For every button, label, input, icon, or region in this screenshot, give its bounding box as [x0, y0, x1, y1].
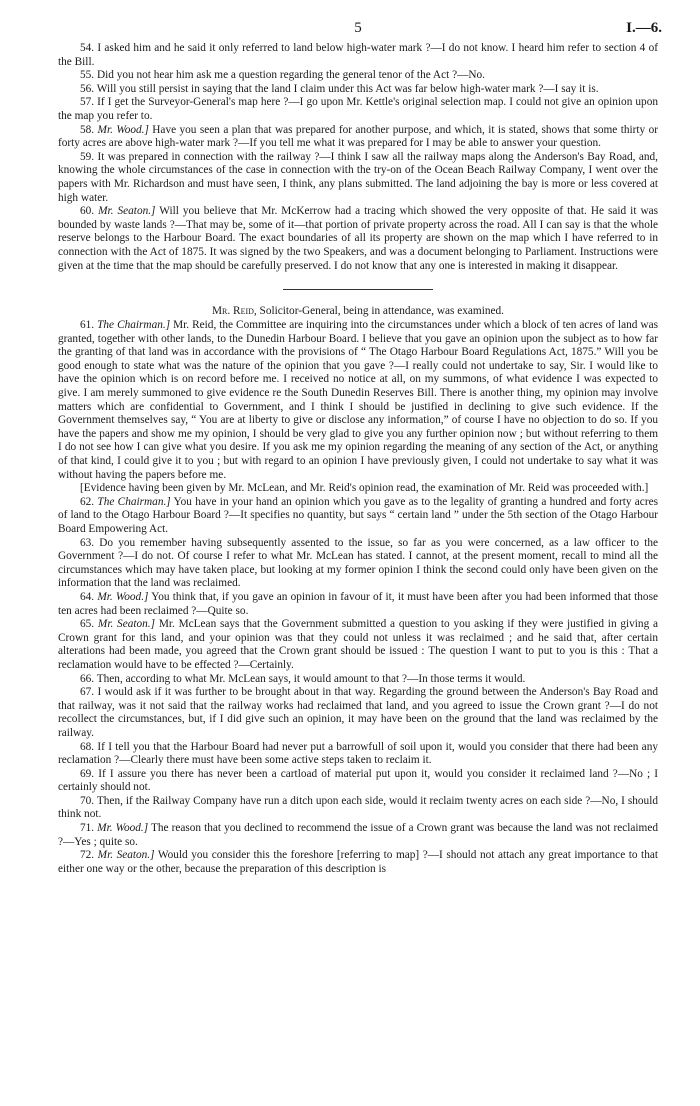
- speaker-label: Mr. Seaton.]: [97, 618, 156, 631]
- paragraph-text: Mr. McLean says that the Government submitted a question to you asking if they were justified in giving a Crown grant for this land, and your opinion was that they could not unless it was reclaimed ; and he said that, after certain alterations had been made, you agreed that the Crown grant should be issued : The question I want to put to you is this : That a reclamation would have to be effected ?—Certainly.: [58, 618, 659, 671]
- testimony-section-1: [58, 42, 658, 273]
- speaker-label: Mr. Wood.]: [97, 123, 149, 136]
- speaker-label: Mr. Wood.]: [97, 822, 149, 835]
- question-number: 60.: [80, 205, 95, 218]
- paragraph-text: You think that, if you gave an opinion in favour of it, it must have been after you had been informed that those ten acres had been reclaimed ?—Quite so.: [58, 590, 658, 617]
- witness-name: Mr. Reid,: [212, 305, 257, 318]
- testimony-section-2: [58, 319, 658, 876]
- paragraph-text: Would you consider this the foreshore [referring to map] ?—I should not attach any great importance to that either one way or the other, because the preparation of this description is: [58, 849, 658, 875]
- paragraph: [58, 496, 658, 537]
- paragraph: [58, 124, 658, 151]
- paragraph-text: Mr. Reid, the Committee are inquiring into the circumstances under which a block of ten acres of land was granted, together with other lands, to the Dunedin Harbour Board. I believe that you gave an opinion upon the subject as to how far the granting of that land was in accordance with the provisions of “ The Otago Harbour Board Regulations Act, 1875.” Will you be good enough to state what was the nature of the opinion that you gave ?—I really could not undertake to say, Sir. I would like to have the opinion which is on record before me. I received no notice at all, on my summons, of what evidence I was expected to give. I am merely summoned to give evidence re the South Dunedin Reserves Bill. There is another thing, my opinion may involve matters which are confidential to Government, and I think I should be justified in declining to give such evidence. If the Government themselves say, “ You are at liberty to give or disclose any information,” of course I have no objection to do so. If you have the papers and show me my opinion, I should be very glad to give you any further opinion now ; but without referring to them I do not see how I can give what you desire. If you ask me my opinion regarding the meaning of any section of the Act, or anything of that kind, I could give it to you ; but with regard to an opinion I have previously given, I could not undertake to say what it was without having the papers before me.: [58, 319, 658, 481]
- paragraph-text: 70. Then, if the Railway Company have run a ditch upon each side, would it reclaim twenty acres on each side ?—No, I should think not.: [58, 794, 658, 821]
- question-number: 65.: [80, 618, 95, 631]
- paragraph: [58, 686, 658, 740]
- paragraph: [58, 69, 658, 83]
- paragraph: [58, 96, 658, 123]
- page-number: 5: [354, 20, 362, 36]
- paragraph-text: 56. Will you still persist in saying that the land I claim under this Act was far below high-water mark ?—I say it is.: [80, 82, 599, 95]
- paragraph: [58, 83, 658, 97]
- paragraph-text: 55. Did you not hear him ask me a question regarding the general tenor of the Act ?—No.: [80, 69, 486, 82]
- paragraph-text: 67. I would ask if it was further to be brought about in that way. Regarding the ground between the Anderson's Bay Road and that railway, was it not said that the railway works had reclaimed that land, and you agreed to issue the Crown grant ?—I do not recollect the circumstances, but, if I did give such an opinion, it may have been on the ground that the land was reclaimed by the railway.: [58, 686, 658, 739]
- paragraph-text: The reason that you declined to recommend the issue of a Crown grant was because the land was not reclaimed ?—Yes ; quite so.: [58, 822, 658, 848]
- paragraph: [58, 591, 658, 618]
- paragraph-text: 59. It was prepared in connection with the railway ?—I think I saw all the railway maps along the Anderson's Bay Road, and, knowing the whole circumstances of the case in connection with the try-on of the Ocean Beach Railway Company, I went over the papers with Mr. Richardson and must have seen, I think, any plans submitted. The land adjoining the bay is more or less covered at high water.: [58, 150, 658, 204]
- paragraph-text: 66. Then, according to what Mr. McLean says, it would amount to that ?—In those terms it would.: [80, 672, 526, 685]
- paragraph-text: You have in your hand an opinion which you gave as to the legality of granting a hundred and forty acres of land to the Otago Harbour Board ?—It specifies no quantity, but says “ certain land ” under the 5th section of the Otago Harbour Board Empowering Act.: [58, 495, 658, 535]
- speaker-label: The Chairman.]: [97, 319, 171, 332]
- paragraph-text: Will you believe that Mr. McKerrow had a tracing which showed the very opposite of that. He said it was bounded by waste lands ?—That may be, some of it—that portion of private property across the road. All I can say is that the whole reserve belongs to the Harbour Board. The exact boundaries of all its property are shown on the map which I have referred to in connection with the Act of 1875. It was signed by the two Speakers, and was a document belonging to Parliament. Instructions were given at the time that the map should be carefully preserved. I do not know that any one is interested in making it disappear.: [58, 205, 659, 272]
- section-divider: [283, 289, 433, 290]
- question-number: 71.: [80, 822, 95, 835]
- paragraph: [58, 673, 658, 687]
- paragraph-text: 63. Do you remember having subsequently assented to the issue, so far as you were concerned, as a law officer to the Government ?—I do not. Of course I refer to what Mr. McLean has stated. I cannot, at the present moment, recall to mind all the circumstances which may have taken place, but looking at my former opinion I think the second could only have been given on the information that the land was reclaimed.: [58, 536, 658, 590]
- paragraph-text: 69. If I assure you there has never been a cartload of material put upon it, would you consider it reclaimed land ?—No ; I certainly should not.: [58, 767, 658, 794]
- paragraph-text: 68. If I tell you that the Harbour Board had never put a barrowfull of soil upon it, would you consider that there had been any reclamation ?—Clearly there must have been some active steps taken to reclaim it.: [58, 740, 658, 767]
- paragraph: [58, 849, 658, 876]
- question-number: 58.: [80, 123, 95, 136]
- witness-description: Solicitor-General, being in attendance, was examined.: [259, 305, 504, 318]
- question-number: 61.: [80, 319, 95, 332]
- question-number: 72.: [80, 849, 95, 862]
- paragraph: [58, 537, 658, 591]
- paragraph-text: 57. If I get the Surveyor-General's map here ?—I go upon Mr. Kettle's original selection map. I could not give an opinion upon the map you refer to.: [58, 96, 658, 122]
- paragraph: [58, 618, 658, 672]
- paragraph: [58, 319, 658, 482]
- paragraph: [58, 151, 658, 205]
- speaker-label: Mr. Wood.]: [97, 590, 149, 603]
- paragraph: [58, 822, 658, 849]
- speaker-label: Mr. Seaton.]: [97, 849, 155, 862]
- paragraph-text: 54. I asked him and he said it only referred to land below high-water mark ?—I do not know. I heard him refer to section 4 of the Bill.: [58, 42, 658, 68]
- paragraph-text: Have you seen a plan that was prepared for another purpose, and which, it is stated, shows that some thirty or forty acres are above high-water mark ?—If you tell me what it was prepared for I may be able to answer your question.: [58, 123, 658, 150]
- paragraph: [58, 768, 658, 795]
- paragraph: [58, 42, 658, 69]
- page-header: [58, 20, 662, 42]
- paragraph: [58, 205, 658, 273]
- paragraph: [58, 795, 658, 822]
- paragraph-text: [Evidence having been given by Mr. McLean, and Mr. Reid's opinion read, the examination of Mr. Reid was proceeded with.]: [80, 482, 649, 495]
- speaker-label: The Chairman.]: [97, 495, 171, 508]
- document-reference: I.—6.: [626, 20, 662, 36]
- paragraph: [58, 741, 658, 768]
- witness-heading: [58, 304, 658, 318]
- paragraph: [58, 482, 658, 496]
- question-number: 64.: [80, 590, 95, 603]
- question-number: 62.: [80, 495, 95, 508]
- speaker-label: Mr. Seaton.]: [98, 205, 156, 218]
